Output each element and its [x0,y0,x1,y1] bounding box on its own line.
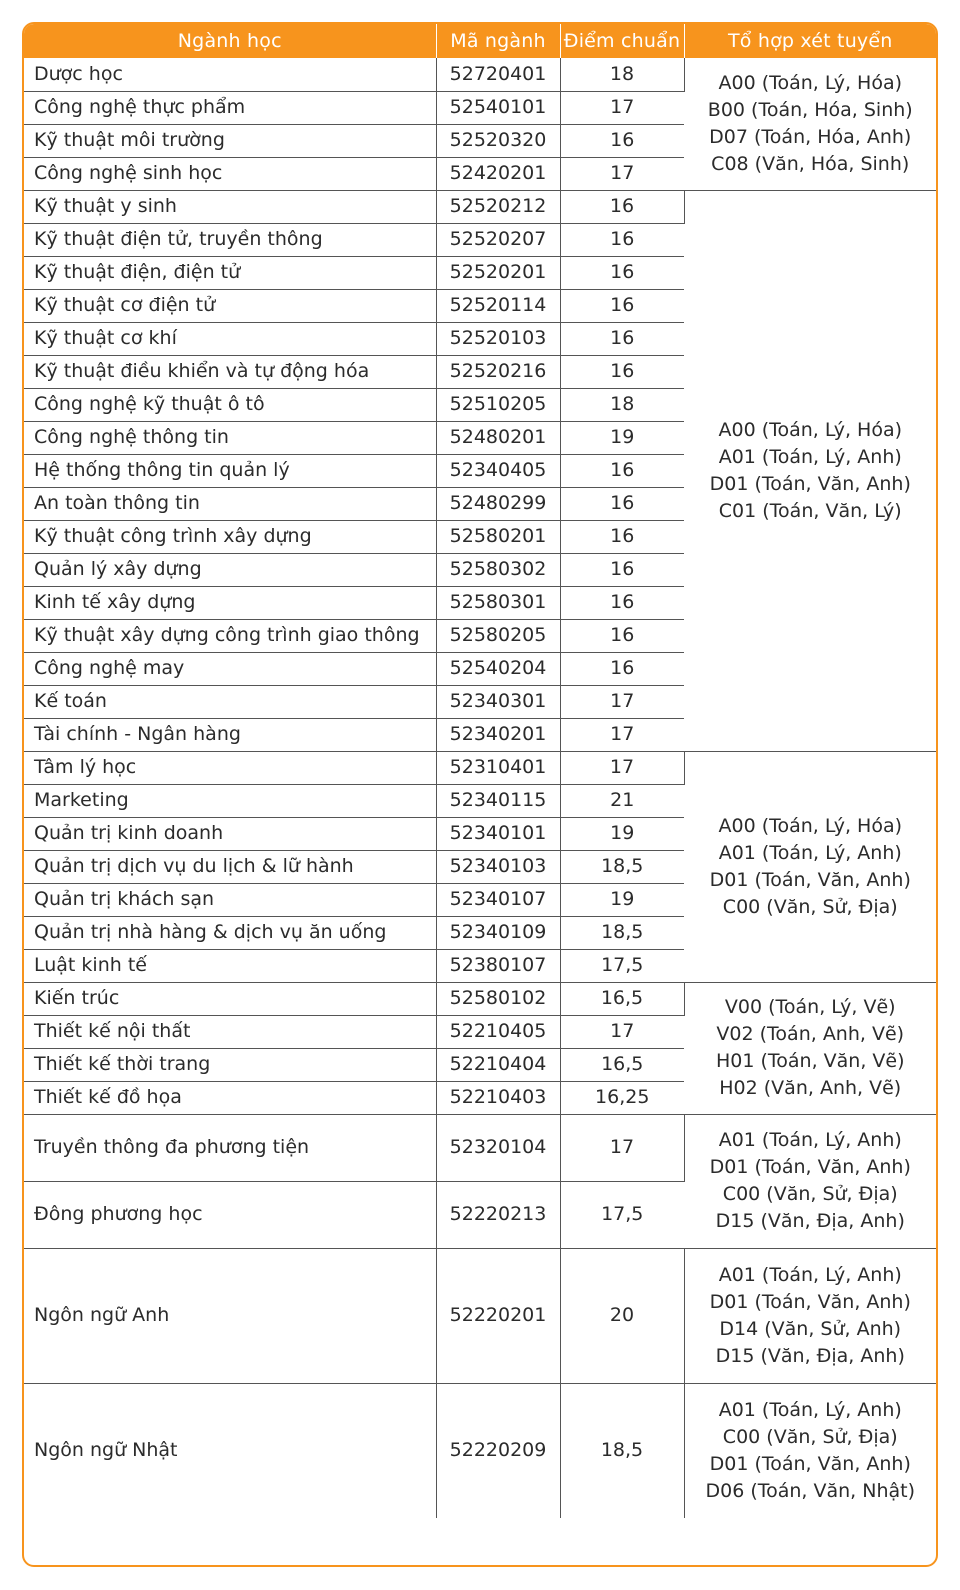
code-cell: 52340109 [436,916,560,949]
code-cell: 52210404 [436,1048,560,1081]
combo-line: D01 (Toán, Văn, Anh) [709,1452,911,1475]
code-cell: 52310401 [436,751,560,784]
code-cell: 52540101 [436,91,560,124]
score-cell: 16 [560,190,684,223]
table-row [24,982,936,1015]
combo-line: A01 (Toán, Lý, Anh) [718,1263,902,1286]
major-cell: Kỹ thuật công trình xây dựng [24,520,436,553]
score-cell: 16 [560,454,684,487]
major-cell: Công nghệ thông tin [24,421,436,454]
code-cell: 52580205 [436,619,560,652]
combo-line: A01 (Toán, Lý, Anh) [718,1129,902,1151]
major-cell: Công nghệ thực phẩm [24,91,436,124]
major-cell: Quản trị kinh doanh [24,817,436,850]
combo-line: A00 (Toán, Lý, Hóa) [718,71,903,94]
major-cell: Quản trị dịch vụ du lịch & lữ hành [24,850,436,883]
major-cell: Ngôn ngữ Nhật [24,1383,436,1518]
code-cell: 52340103 [436,850,560,883]
table-row [24,751,936,784]
score-cell: 19 [560,817,684,850]
admission-score-table-container [22,22,938,1567]
score-cell: 16,25 [560,1081,684,1114]
score-cell: 16 [560,553,684,586]
major-cell: An toàn thông tin [24,487,436,520]
major-cell: Kiến trúc [24,982,436,1015]
score-cell: 18,5 [560,916,684,949]
score-cell: 16 [560,289,684,322]
combo-cell [684,190,936,751]
score-cell: 16,5 [560,1048,684,1081]
combo-line: D07 (Toán, Hóa, Anh) [709,125,912,148]
code-cell: 52220209 [436,1383,560,1518]
major-cell: Quản lý xây dựng [24,553,436,586]
combo-line: A01 (Toán, Lý, Anh) [718,841,902,864]
combo-line: C01 (Toán, Văn, Lý) [718,499,902,522]
major-cell: Tâm lý học [24,751,436,784]
combo-line: D01 (Toán, Văn, Anh) [709,868,911,891]
combo-line: A01 (Toán, Lý, Anh) [718,445,902,468]
major-cell: Kỹ thuật y sinh [24,190,436,223]
major-cell: Kỹ thuật cơ khí [24,322,436,355]
code-cell: 52580201 [436,520,560,553]
score-cell: 16 [560,586,684,619]
major-cell: Thiết kế nội thất [24,1015,436,1048]
code-cell: 52580302 [436,553,560,586]
score-cell: 18 [560,388,684,421]
admission-score-table [24,24,936,1518]
code-cell: 52480201 [436,421,560,454]
code-cell: 52220213 [436,1181,560,1248]
combo-line: C00 (Văn, Sử, Địa) [722,1425,898,1448]
code-cell: 52340101 [436,817,560,850]
table-row [24,1114,936,1181]
combo-line: V00 (Toán, Lý, Vẽ) [724,996,896,1018]
table-row [24,1248,936,1383]
combo-line: D01 (Toán, Văn, Anh) [709,1290,911,1313]
major-cell: Luật kinh tế [24,949,436,982]
score-cell: 16 [560,355,684,388]
major-cell: Kỹ thuật cơ điện tử [24,289,436,322]
code-cell: 52540204 [436,652,560,685]
combo-line: D15 (Văn, Địa, Anh) [715,1344,905,1367]
major-cell: Dược học [24,58,436,91]
table-row [24,58,936,91]
score-cell: 17 [560,718,684,751]
combo-line: V02 (Toán, Anh, Vẽ) [716,1023,905,1045]
combo-cell [684,1114,936,1248]
score-cell: 17,5 [560,949,684,982]
major-cell: Quản trị nhà hàng & dịch vụ ăn uống [24,916,436,949]
code-cell: 52520216 [436,355,560,388]
code-cell: 52340201 [436,718,560,751]
code-cell: 52520201 [436,256,560,289]
score-cell: 16 [560,619,684,652]
combo-line: A00 (Toán, Lý, Hóa) [718,418,903,441]
score-cell: 17 [560,1114,684,1181]
code-cell: 52520207 [436,223,560,256]
score-cell: 16 [560,256,684,289]
major-cell: Đông phương học [24,1181,436,1248]
table-row [24,190,936,223]
combo-line: D14 (Văn, Sử, Anh) [719,1317,902,1340]
table-body [24,58,936,1518]
header-combo: Tổ hợp xét tuyển [684,24,936,58]
score-cell: 16,5 [560,982,684,1015]
major-cell: Kinh tế xây dựng [24,586,436,619]
major-cell: Tài chính - Ngân hàng [24,718,436,751]
combo-line: H02 (Văn, Anh, Vẽ) [719,1077,902,1099]
combo-cell [684,1248,936,1383]
combo-cell [684,982,936,1114]
score-cell: 21 [560,784,684,817]
score-cell: 16 [560,124,684,157]
major-cell: Công nghệ may [24,652,436,685]
code-cell: 52480299 [436,487,560,520]
score-cell: 16 [560,322,684,355]
combo-line: C00 (Văn, Sử, Địa) [722,895,898,918]
header-row [24,24,936,58]
code-cell: 52340405 [436,454,560,487]
code-cell: 52210405 [436,1015,560,1048]
major-cell: Kỹ thuật điện tử, truyền thông [24,223,436,256]
code-cell: 52520103 [436,322,560,355]
table-header [24,24,936,58]
combo-line: H01 (Toán, Văn, Vẽ) [715,1050,905,1072]
code-cell: 52340115 [436,784,560,817]
combo-cell [684,1383,936,1518]
score-cell: 18,5 [560,850,684,883]
major-cell: Kế toán [24,685,436,718]
score-cell: 19 [560,421,684,454]
score-cell: 20 [560,1248,684,1383]
major-cell: Công nghệ kỹ thuật ô tô [24,388,436,421]
score-cell: 17 [560,91,684,124]
code-cell: 52520114 [436,289,560,322]
combo-line: D01 (Toán, Văn, Anh) [709,472,911,495]
code-cell: 52420201 [436,157,560,190]
code-cell: 52510205 [436,388,560,421]
score-cell: 17 [560,1015,684,1048]
code-cell: 52210403 [436,1081,560,1114]
score-cell: 17 [560,157,684,190]
major-cell: Hệ thống thông tin quản lý [24,454,436,487]
combo-line: D06 (Toán, Văn, Nhật) [705,1479,916,1502]
major-cell: Kỹ thuật môi trường [24,124,436,157]
major-cell: Truyền thông đa phương tiện [24,1114,436,1181]
header-score: Điểm chuẩn [560,24,684,58]
table-row [24,1383,936,1518]
score-cell: 16 [560,223,684,256]
score-cell: 16 [560,652,684,685]
combo-line: C00 (Văn, Sử, Địa) [722,1183,898,1205]
score-cell: 17 [560,685,684,718]
score-cell: 18 [560,58,684,91]
combo-line: C08 (Văn, Hóa, Sinh) [711,152,910,175]
major-cell: Công nghệ sinh học [24,157,436,190]
code-cell: 52220201 [436,1248,560,1383]
major-cell: Kỹ thuật điện, điện tử [24,256,436,289]
combo-line: D15 (Văn, Địa, Anh) [715,1210,905,1232]
score-cell: 17 [560,751,684,784]
combo-line: D01 (Toán, Văn, Anh) [709,1156,911,1178]
combo-line: A01 (Toán, Lý, Anh) [718,1398,902,1421]
major-cell: Thiết kế thời trang [24,1048,436,1081]
code-cell: 52380107 [436,949,560,982]
major-cell: Thiết kế đồ họa [24,1081,436,1114]
code-cell: 52580301 [436,586,560,619]
code-cell: 52520320 [436,124,560,157]
major-cell: Kỹ thuật điều khiển và tự động hóa [24,355,436,388]
code-cell: 52320104 [436,1114,560,1181]
score-cell: 17,5 [560,1181,684,1248]
header-code: Mã ngành [436,24,560,58]
code-cell: 52520212 [436,190,560,223]
combo-line: B00 (Toán, Hóa, Sinh) [707,98,913,121]
code-cell: 52580102 [436,982,560,1015]
score-cell: 16 [560,487,684,520]
combo-line: A00 (Toán, Lý, Hóa) [718,814,903,837]
code-cell: 52720401 [436,58,560,91]
combo-cell [684,751,936,982]
score-cell: 16 [560,520,684,553]
score-cell: 18,5 [560,1383,684,1518]
header-major: Ngành học [24,24,436,58]
code-cell: 52340301 [436,685,560,718]
code-cell: 52340107 [436,883,560,916]
major-cell: Marketing [24,784,436,817]
major-cell: Quản trị khách sạn [24,883,436,916]
major-cell: Ngôn ngữ Anh [24,1248,436,1383]
major-cell: Kỹ thuật xây dựng công trình giao thông [24,619,436,652]
combo-cell [684,58,936,190]
score-cell: 19 [560,883,684,916]
